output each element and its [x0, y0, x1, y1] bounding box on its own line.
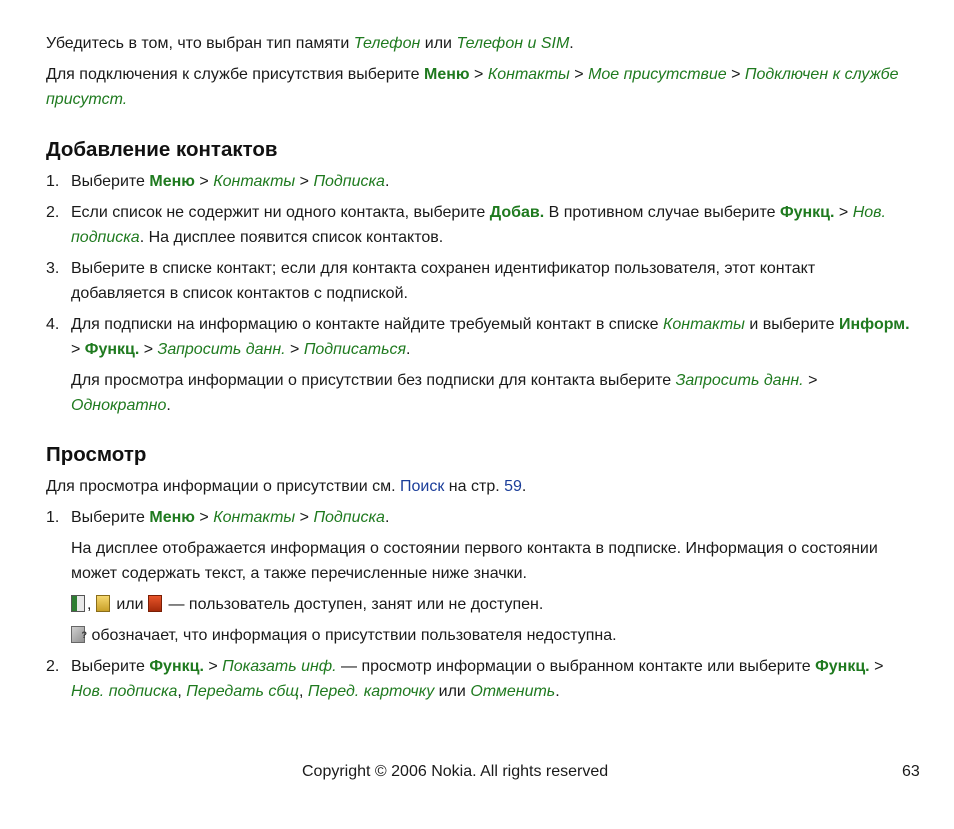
offline-icon — [148, 595, 162, 612]
menu-option-send-message: Передать сбщ — [186, 683, 299, 700]
menu-softkey: Меню — [424, 66, 470, 83]
step-2 — [46, 200, 912, 250]
separator: > — [295, 173, 314, 190]
text: Для просмотра информации о присутствии без подписки для контакта выберите — [71, 372, 676, 389]
not-available-icon — [71, 626, 85, 643]
section-heading-view: Просмотр — [46, 443, 147, 466]
separator: > — [285, 341, 304, 358]
menu-softkey: Меню — [149, 509, 195, 526]
separator: > — [71, 341, 85, 358]
text: . На дисплее появится список контактов. — [139, 229, 444, 246]
menu-option-contacts: Контакты — [213, 509, 296, 526]
step-number: 1. — [46, 509, 60, 526]
section-heading-add-contacts: Добавление контактов — [46, 138, 278, 161]
page-content — [46, 31, 912, 704]
view-step-1 — [46, 505, 912, 530]
separator: > — [869, 658, 884, 675]
step-number: 4. — [46, 316, 60, 333]
text: , — [177, 683, 187, 700]
step-3 — [46, 256, 912, 306]
text: обозначает, что информация о присутствии пользователя недоступна. — [91, 627, 617, 644]
search-link[interactable]: Поиск — [400, 478, 445, 495]
text: . — [555, 683, 560, 700]
step-number: 2. — [46, 658, 60, 675]
functions-softkey: Функц. — [779, 204, 835, 221]
functions-softkey: Функц. — [149, 658, 204, 675]
step-number: 2. — [46, 204, 60, 221]
separator: > — [139, 341, 158, 358]
menu-option-contacts: Контакты — [662, 316, 745, 333]
text: на стр. — [444, 478, 505, 495]
separator: > — [194, 173, 214, 190]
text: . — [569, 35, 574, 52]
menu-option-subscription: Подписка — [313, 509, 385, 526]
menu-option-contacts: Контакты — [213, 173, 296, 190]
separator: > — [194, 509, 214, 526]
step-4 — [46, 312, 912, 362]
menu-option-show-info: Показать инф. — [222, 658, 337, 675]
text: . — [166, 397, 171, 414]
text: Выберите в списке контакт; если для контакта сохранен идентификатор пользователя, этот контакт добавляется в список контактов с подпиской. — [71, 260, 816, 302]
info-softkey: Информ. — [839, 316, 910, 333]
view-intro-paragraph — [46, 474, 912, 499]
separator: > — [203, 658, 223, 675]
text: Для подключения к службе присутствия выберите — [46, 66, 425, 83]
display-info-paragraph: На дисплее отображается информация о состоянии первого контакта в подписке. Информация о состоянии может содержать текст, а также перечисленные ниже значки. — [71, 540, 878, 582]
menu-option-new-subscription: Нов. подписка — [71, 204, 886, 246]
page-link[interactable]: 59 — [504, 478, 522, 495]
menu-option-new-subscription: Нов. подписка — [71, 683, 178, 700]
menu-option-once: Однократно — [71, 397, 167, 414]
text: , — [87, 596, 92, 613]
menu-option-phone-sim: Телефон и SIM — [456, 35, 570, 52]
available-icon — [71, 595, 85, 612]
text: Выберите — [71, 173, 150, 190]
text: В противном случае выберите — [544, 204, 780, 221]
menu-softkey: Меню — [149, 173, 195, 190]
view-step-2 — [46, 654, 912, 704]
text: — просмотр информации о выбранном контакте или выберите — [336, 658, 816, 675]
menu-option-request-data: Запросить данн. — [157, 341, 286, 358]
connect-paragraph — [46, 62, 912, 112]
menu-option-phone: Телефон — [353, 35, 421, 52]
menu-option-connect: Подключен к службе присутст. — [46, 66, 899, 108]
text: Убедитесь в том, что выбран тип памяти — [46, 35, 354, 52]
text: или — [111, 596, 149, 613]
menu-option-subscribe: Подписаться — [303, 341, 407, 358]
text: — пользователь доступен, занят или не доступен. — [164, 596, 544, 613]
text: Для подписки на информацию о контакте найдите требуемый контакт в списке — [71, 316, 663, 333]
functions-softkey: Функц. — [815, 658, 870, 675]
text: . — [406, 341, 411, 358]
not-available-line — [46, 623, 912, 648]
copyright-text: Copyright © 2006 Nokia. All rights reserved — [302, 763, 609, 780]
memory-type-paragraph — [46, 31, 912, 56]
menu-option-send-card: Перед. карточку — [307, 683, 435, 700]
text: Если список не содержит ни одного контакта, выберите — [71, 204, 490, 221]
text: и выберите — [744, 316, 839, 333]
text: Выберите — [71, 509, 150, 526]
text: Выберите — [71, 658, 150, 675]
separator: > — [726, 66, 745, 83]
add-softkey: Добав. — [489, 204, 545, 221]
menu-option-contacts: Контакты — [487, 66, 570, 83]
page-footer — [0, 759, 954, 784]
menu-option-unsubscribe: Отменить — [470, 683, 556, 700]
text: , — [298, 683, 308, 700]
text: или — [434, 683, 471, 700]
separator: > — [803, 372, 818, 389]
text: Для просмотра информации о присутствии см. — [46, 478, 401, 495]
separator: > — [295, 509, 314, 526]
separator: > — [569, 66, 589, 83]
text: или — [420, 35, 457, 52]
menu-option-request-data: Запросить данн. — [675, 372, 804, 389]
step-1 — [46, 169, 912, 194]
separator: > — [469, 66, 488, 83]
menu-option-my-presence: Мое присутствие — [588, 66, 727, 83]
menu-option-subscription: Подписка — [313, 173, 385, 190]
text: . — [521, 478, 527, 495]
text: . — [384, 173, 390, 190]
note-paragraph — [46, 368, 912, 418]
text: . — [384, 509, 390, 526]
page-number: 63 — [902, 763, 920, 780]
step-number: 1. — [46, 173, 60, 190]
step-number: 3. — [46, 260, 60, 277]
separator: > — [834, 204, 853, 221]
busy-icon — [96, 595, 110, 612]
status-icons-line — [46, 592, 912, 617]
functions-softkey: Функц. — [84, 341, 140, 358]
